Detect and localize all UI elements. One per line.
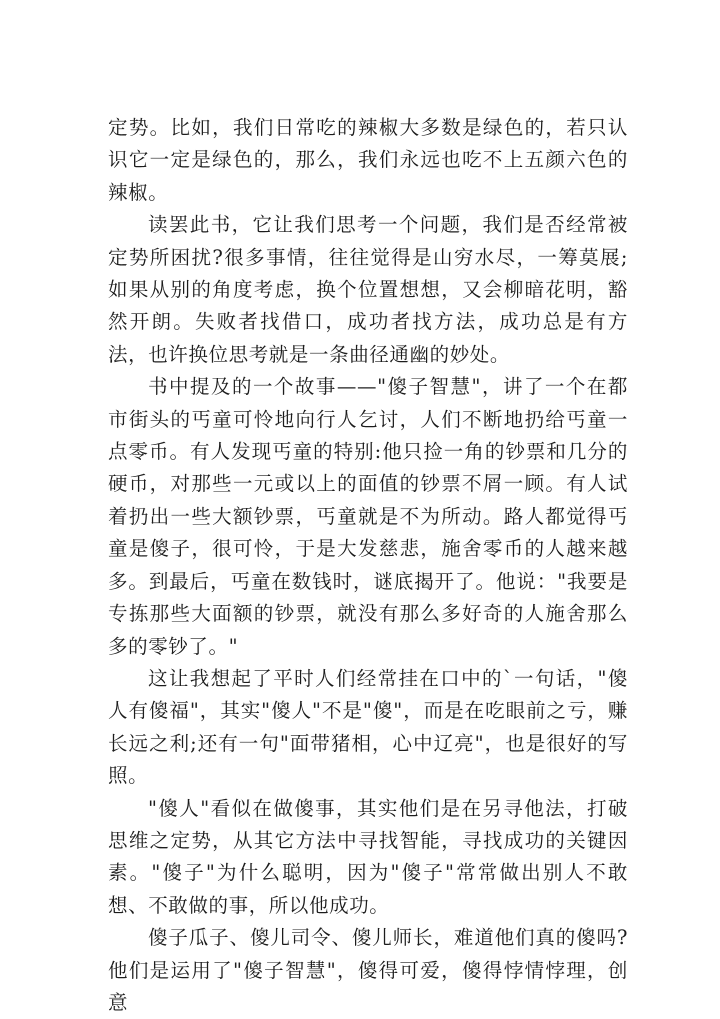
- paragraph-4: 这让我想起了平时人们经常挂在口中的`一句话，"傻人有傻福"，其实"傻人"不是"傻"，而是在吃眼前之亏，赚长远之利;还有一句"面带猪相，心中辽亮"，也是很好的写照。: [108, 666, 628, 788]
- paragraph-1: 定势。比如，我们日常吃的辣椒大多数是绿色的，若只认识它一定是绿色的，那么，我们永远也吃不上五颜六色的辣椒。: [108, 116, 628, 204]
- paragraph-5: "傻人"看似在做傻事，其实他们是在另寻他法，打破思维之定势，从其它方法中寻找智能，寻找成功的关键因素。"傻子"为什么聪明，因为"傻子"常常做出别人不敢想、不敢做的事，所以他成功。: [108, 796, 628, 917]
- article-body: [108, 112, 628, 1019]
- paragraph-2: 读罢此书，它让我们思考一个问题，我们是否经常被定势所困扰?很多事情，往往觉得是山穷水尽，一筹莫展;如果从别的角度考虑，换个位置想想，又会柳暗花明，豁然开朗。失败者找借口，成功者找方法，成功总是有方法，也许换位思考就是一条曲径通幽的妙处。: [108, 213, 628, 366]
- paragraph-6: 傻子瓜子、傻儿司令、傻儿师长，难道他们真的傻吗?他们是运用了"傻子智慧"，傻得可爱，傻得悖情悖理，创意: [108, 926, 628, 1014]
- paragraph-3: 书中提及的一个故事——"傻子智慧"，讲了一个在都市街头的丐童可怜地向行人乞讨，人们不断地扔给丐童一点零币。有人发现丐童的特别:他只捡一角的钞票和几分的硬币，对那些一元或以上的面值的钞票不屑一顾。有人试着扔出一些大额钞票，丐童就是不为所动。路人都觉得丐童是傻子，很可怜，于是大发慈悲，施舍零币的人越来越多。到最后，丐童在数钱时，谜底揭开了。他说："我要是专拣那些大面额的钞票，就没有那么多好奇的人施舍那么多的零钞了。": [108, 375, 628, 658]
